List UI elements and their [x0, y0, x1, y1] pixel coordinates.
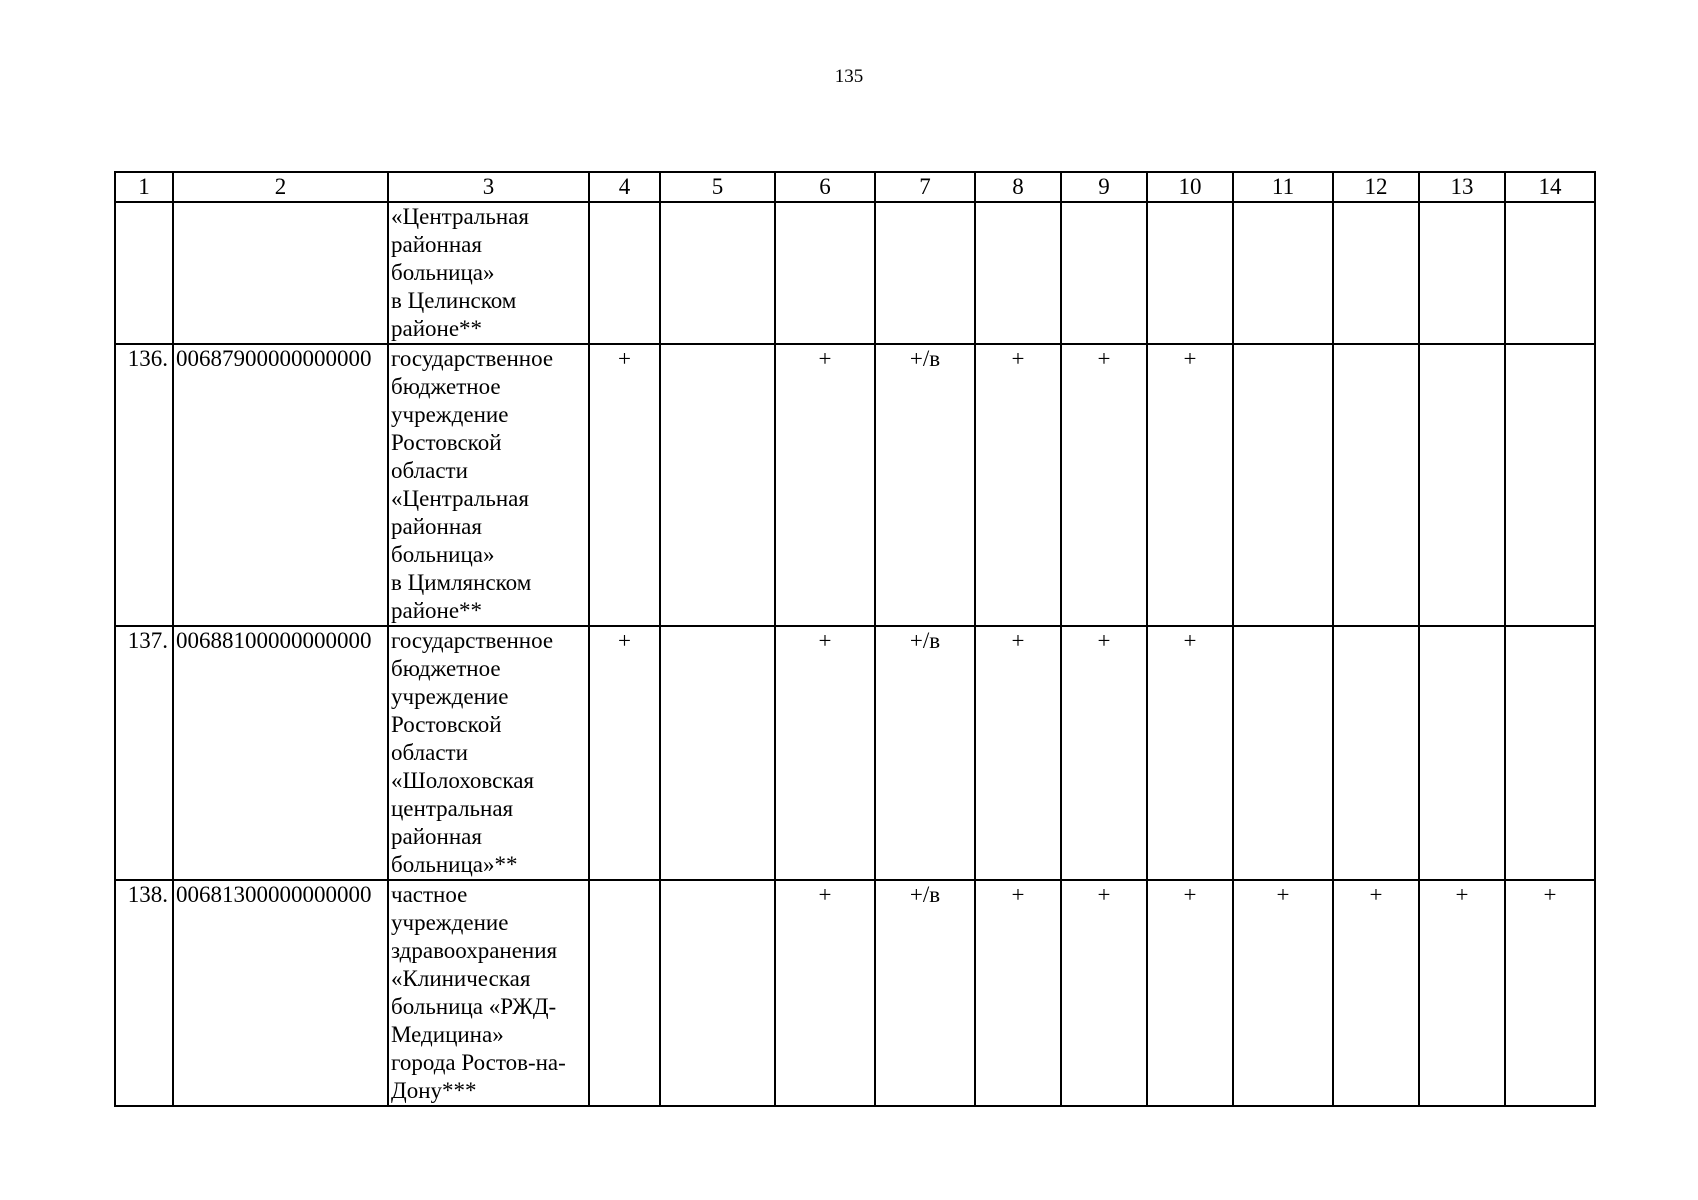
organization-name-line: частное [391, 882, 468, 907]
page-number: 135 [834, 66, 864, 87]
column-header-5: 5 [660, 172, 775, 202]
mark-cell-col-8 [975, 202, 1061, 344]
row-number-cell: 138. [115, 880, 173, 1106]
mark-cell-col-4 [589, 880, 660, 1106]
mark-cell-col-7: +/в [875, 880, 975, 1106]
registry-code-cell: 00681300000000000 [173, 880, 388, 1106]
organization-name-line: государственное [391, 628, 554, 653]
mark-cell-col-9: + [1061, 626, 1147, 880]
mark-cell-col-13 [1419, 344, 1505, 626]
mark-cell-col-13 [1419, 202, 1505, 344]
mark-cell-col-10 [1147, 202, 1233, 344]
table-row [115, 202, 1595, 344]
organization-name-line: Ростовской [391, 712, 502, 737]
mark-cell-col-5 [660, 344, 775, 626]
registry-code-cell [173, 202, 388, 344]
column-header-13: 13 [1419, 172, 1505, 202]
table-row [115, 344, 1595, 626]
organization-name-line: больница» [391, 542, 495, 567]
organization-name-line: центральная [391, 796, 514, 821]
organization-name-cell [388, 344, 589, 626]
mark-cell-col-4: + [589, 626, 660, 880]
column-header-2: 2 [173, 172, 388, 202]
mark-cell-col-12: + [1333, 880, 1419, 1106]
mark-cell-col-9 [1061, 202, 1147, 344]
mark-cell-col-12 [1333, 626, 1419, 880]
column-header-7: 7 [875, 172, 975, 202]
mark-cell-col-6: + [775, 626, 875, 880]
organization-name-line: области [391, 740, 468, 765]
column-header-9: 9 [1061, 172, 1147, 202]
registry-code-cell: 00688100000000000 [173, 626, 388, 880]
organization-name-line: города Ростов-на- [391, 1050, 566, 1075]
organization-name-line: больница» [391, 260, 495, 285]
mark-cell-col-10: + [1147, 880, 1233, 1106]
organization-name-line: здравоохранения [391, 938, 558, 963]
column-header-3: 3 [388, 172, 589, 202]
mark-cell-col-8: + [975, 880, 1061, 1106]
column-header-11: 11 [1233, 172, 1333, 202]
mark-cell-col-7: +/в [875, 344, 975, 626]
organization-name-line: районе** [391, 316, 483, 341]
organization-name-line: «Клиническая [391, 966, 531, 991]
organization-name-line: учреждение [391, 402, 509, 427]
facility-table [114, 171, 1596, 1107]
mark-cell-col-14 [1505, 202, 1595, 344]
mark-cell-col-12 [1333, 202, 1419, 344]
mark-cell-col-13 [1419, 626, 1505, 880]
organization-name-line: учреждение [391, 910, 509, 935]
mark-cell-col-10: + [1147, 344, 1233, 626]
mark-cell-col-13: + [1419, 880, 1505, 1106]
column-header-1: 1 [115, 172, 173, 202]
row-number-cell [115, 202, 173, 344]
mark-cell-col-10: + [1147, 626, 1233, 880]
mark-cell-col-4: + [589, 344, 660, 626]
registry-code-cell: 00687900000000000 [173, 344, 388, 626]
mark-cell-col-4 [589, 202, 660, 344]
table-row [115, 626, 1595, 880]
organization-name-line: бюджетное [391, 656, 501, 681]
mark-cell-col-7: +/в [875, 626, 975, 880]
organization-name-line: области [391, 458, 468, 483]
mark-cell-col-14 [1505, 626, 1595, 880]
mark-cell-col-5 [660, 880, 775, 1106]
mark-cell-col-6: + [775, 344, 875, 626]
mark-cell-col-8: + [975, 626, 1061, 880]
mark-cell-col-9: + [1061, 344, 1147, 626]
mark-cell-col-12 [1333, 344, 1419, 626]
organization-name-line: учреждение [391, 684, 509, 709]
mark-cell-col-5 [660, 626, 775, 880]
organization-name-line: Медицина» [391, 1022, 504, 1047]
organization-name-line: больница «РЖД- [391, 994, 557, 1019]
column-header-10: 10 [1147, 172, 1233, 202]
column-header-12: 12 [1333, 172, 1419, 202]
organization-name-line: в Цимлянском [391, 570, 532, 595]
mark-cell-col-11 [1233, 202, 1333, 344]
organization-name-line: Дону*** [391, 1078, 477, 1103]
organization-name-cell [388, 202, 589, 344]
mark-cell-col-11: + [1233, 880, 1333, 1106]
organization-name-line: районная [391, 232, 482, 257]
column-header-4: 4 [589, 172, 660, 202]
mark-cell-col-11 [1233, 344, 1333, 626]
organization-name-line: районе** [391, 598, 483, 623]
mark-cell-col-7 [875, 202, 975, 344]
organization-name-line: районная [391, 514, 482, 539]
column-header-8: 8 [975, 172, 1061, 202]
row-number-cell: 137. [115, 626, 173, 880]
mark-cell-col-5 [660, 202, 775, 344]
organization-name-line: Ростовской [391, 430, 502, 455]
organization-name-line: больница»** [391, 852, 518, 877]
organization-name-line: «Центральная [391, 204, 529, 229]
mark-cell-col-14 [1505, 344, 1595, 626]
organization-name-cell [388, 626, 589, 880]
organization-name-line: в Целинском [391, 288, 517, 313]
column-number-row [115, 172, 1595, 202]
table-row [115, 880, 1595, 1106]
mark-cell-col-8: + [975, 344, 1061, 626]
organization-name-line: районная [391, 824, 482, 849]
mark-cell-col-11 [1233, 626, 1333, 880]
organization-name-line: «Центральная [391, 486, 529, 511]
mark-cell-col-6 [775, 202, 875, 344]
mark-cell-col-6: + [775, 880, 875, 1106]
row-number-cell: 136. [115, 344, 173, 626]
mark-cell-col-9: + [1061, 880, 1147, 1106]
mark-cell-col-14: + [1505, 880, 1595, 1106]
column-header-6: 6 [775, 172, 875, 202]
organization-name-cell [388, 880, 589, 1106]
organization-name-line: бюджетное [391, 374, 501, 399]
organization-name-line: государственное [391, 346, 554, 371]
organization-name-line: «Шолоховская [391, 768, 534, 793]
column-header-14: 14 [1505, 172, 1595, 202]
